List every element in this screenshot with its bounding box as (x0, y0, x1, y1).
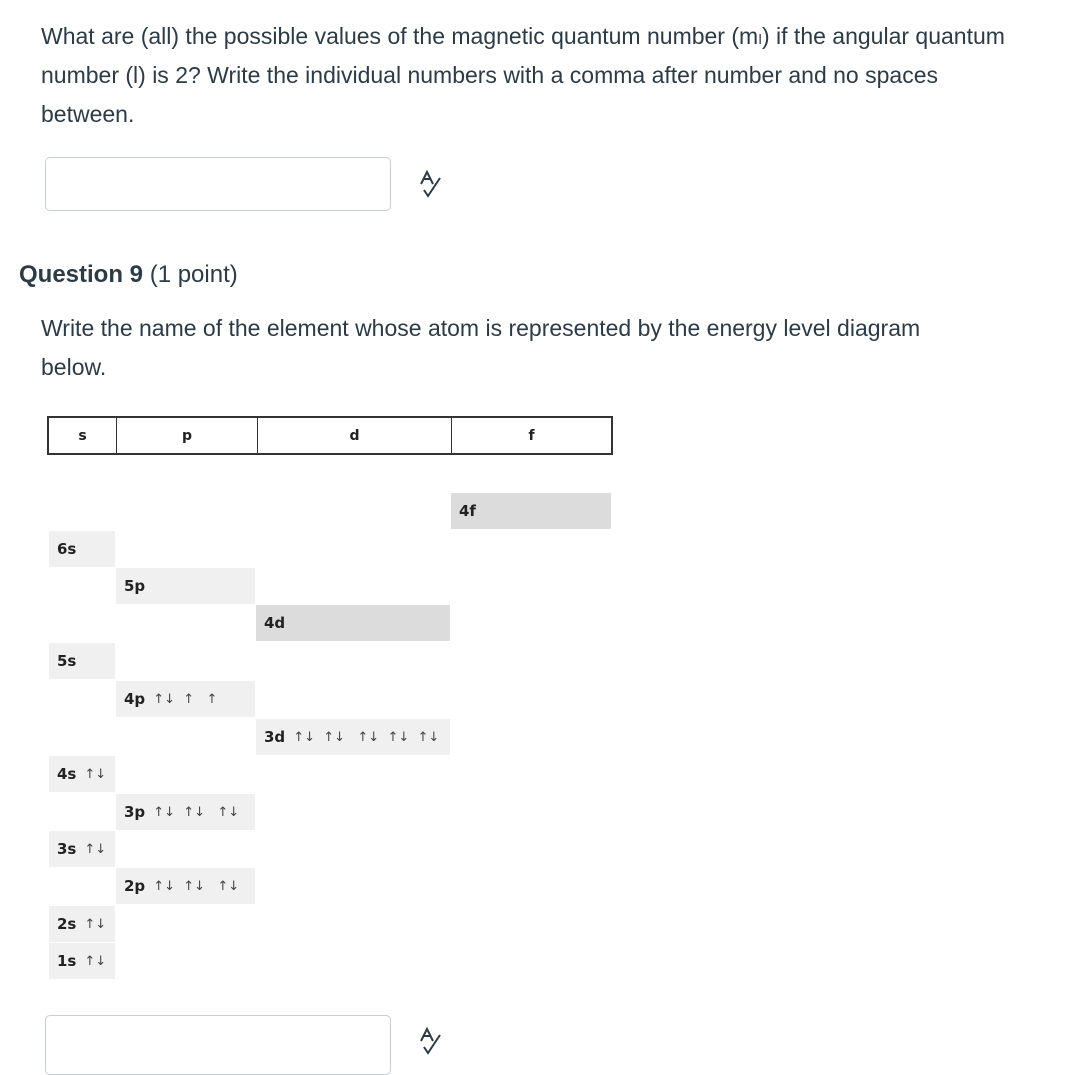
electron-arrows: ↑↓ ↑↓ ↑↓ ↑↓ ↑↓ (293, 729, 440, 745)
electron-arrows: ↑↓ ↑↓ ↑↓ (153, 804, 240, 820)
level-label: 5p (124, 577, 146, 595)
electron-arrows: ↑↓ (84, 953, 107, 969)
level-3s (49, 831, 115, 867)
level-label: 2s (57, 915, 77, 933)
level-label: 3d (264, 728, 286, 746)
level-label: 3p (124, 803, 146, 821)
question-9-points: (1 point) (149, 261, 238, 288)
level-2p (116, 868, 255, 904)
electron-arrows: ↑↓ (84, 841, 107, 857)
level-label: 1s (57, 952, 77, 970)
level-label: 4f (459, 502, 476, 520)
level-4f (451, 493, 611, 529)
level-3p (116, 794, 255, 830)
level-1s (49, 943, 115, 979)
level-label: 4d (264, 614, 286, 632)
level-2s (49, 906, 115, 942)
level-label: 6s (57, 540, 77, 558)
level-4p (116, 681, 255, 717)
orbital-header-row (47, 416, 613, 455)
level-3d (256, 719, 450, 755)
electron-arrows: ↑↓ (84, 916, 107, 932)
question-9-header (19, 258, 238, 292)
level-4s (49, 756, 115, 792)
question-8-prompt: What are (all) the possible values of the magnetic quantum number (mₗ) if the angular quantum number (l) is 2? Write the individual numbers with a comma after number and no spaces between. (41, 23, 1005, 127)
electron-arrows: ↑↓ ↑ ↑ (153, 691, 218, 707)
level-label: 2p (124, 877, 146, 895)
level-label: 4p (124, 690, 146, 708)
question-9-answer-input[interactable] (45, 1015, 391, 1075)
header-d: d (258, 418, 452, 453)
header-p: p (117, 418, 258, 453)
level-6s (49, 531, 115, 567)
level-label: 3s (57, 840, 77, 858)
level-label: 4s (57, 765, 77, 783)
electron-arrows: ↑↓ ↑↓ ↑↓ (153, 878, 240, 894)
level-5p (116, 568, 255, 604)
question-8-answer-input[interactable] (45, 157, 391, 211)
spell-check-icon[interactable] (418, 170, 444, 198)
question-9-label: Question 9 (19, 261, 144, 288)
question-9-prompt: Write the name of the element whose atom is represented by the energy level diagram below. (41, 315, 921, 380)
header-f: f (528, 427, 535, 444)
level-5s (49, 643, 115, 679)
spell-check-icon[interactable] (418, 1027, 444, 1055)
header-s: s (49, 418, 117, 453)
level-4d (256, 605, 450, 641)
level-label: 5s (57, 652, 77, 670)
electron-arrows: ↑↓ (84, 766, 107, 782)
